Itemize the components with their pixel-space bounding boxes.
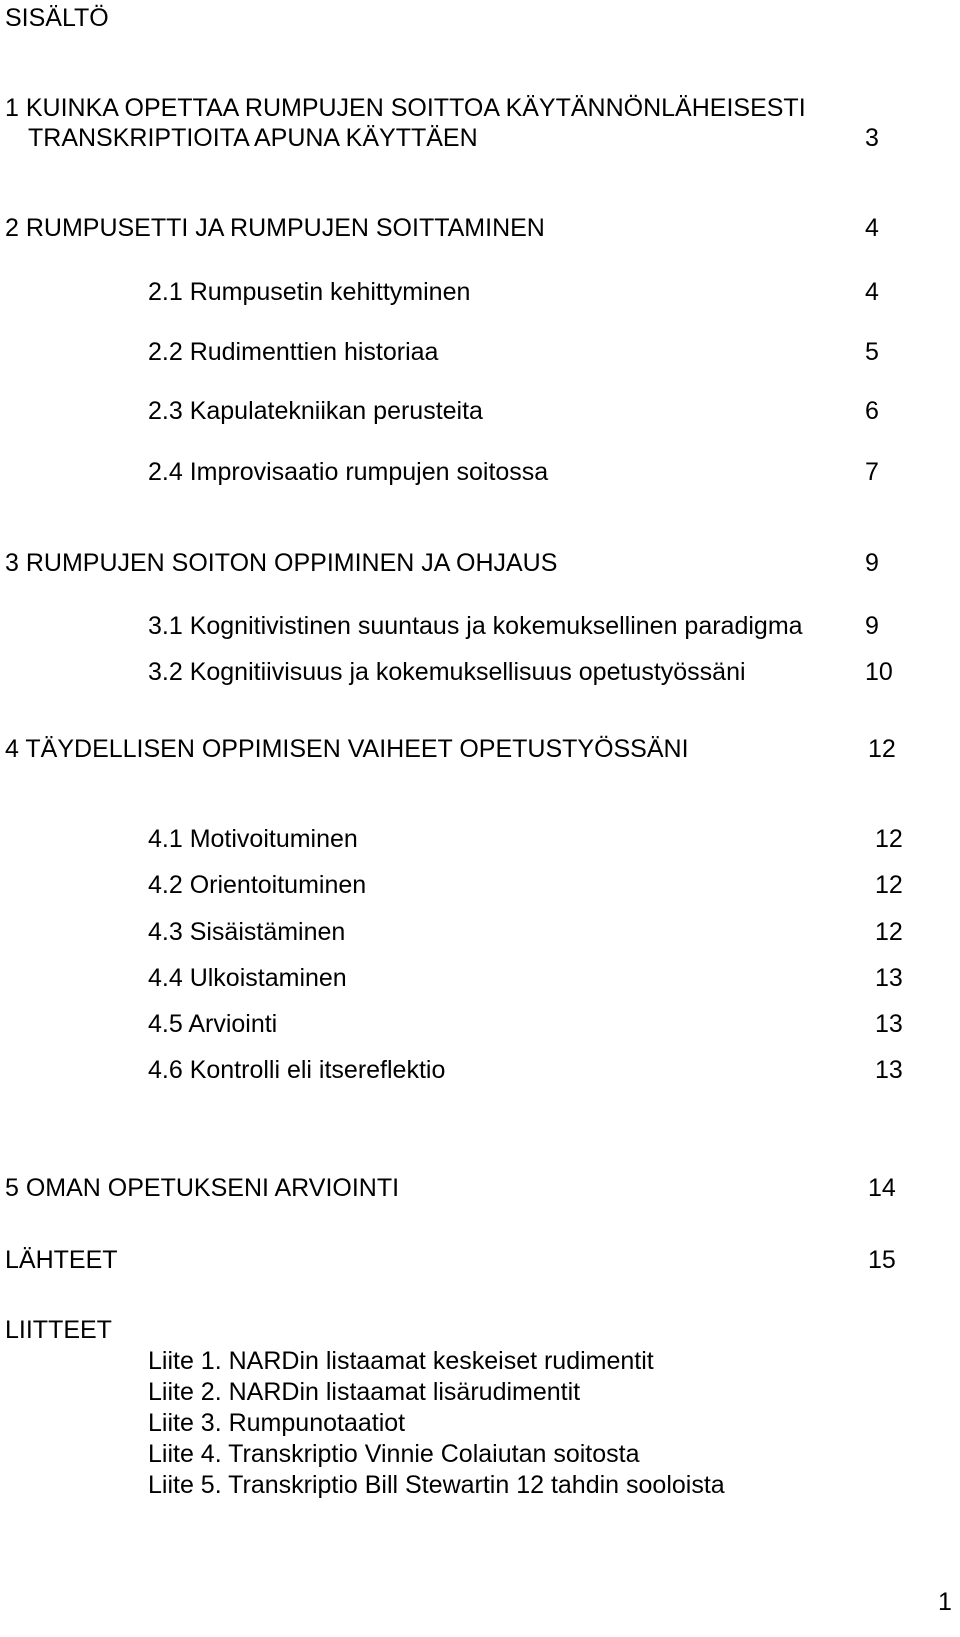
toc-entry-text: 2 RUMPUSETTI JA RUMPUJEN SOITTAMINEN — [5, 214, 545, 242]
page-number: 1 — [938, 1588, 952, 1616]
toc-entry-text: LÄHTEET — [5, 1246, 118, 1274]
toc-entry-text: 4.2 Orientoituminen — [148, 871, 367, 899]
toc-entry-text: 4.5 Arviointi — [148, 1010, 278, 1038]
toc-entry-text: 2.4 Improvisaatio rumpujen soitossa — [148, 458, 549, 486]
appendix-item: Liite 3. Rumpunotaatiot — [148, 1409, 406, 1437]
toc-entry-text: 4.3 Sisäistäminen — [148, 918, 346, 946]
toc-entry-text: 4.4 Ulkoistaminen — [148, 964, 347, 992]
toc-entry-page: 12 — [875, 825, 903, 853]
toc-entry-text: 5 OMAN OPETUKSENI ARVIOINTI — [5, 1174, 400, 1202]
toc-entry-page: 12 — [875, 871, 903, 899]
toc-entry-text: 3 RUMPUJEN SOITON OPPIMINEN JA OHJAUS — [5, 549, 558, 577]
toc-entry-text: 3.2 Kognitiivisuus ja kokemuksellisuus opetustyössäni — [148, 658, 746, 686]
toc-entry-text: TRANSKRIPTIOITA APUNA KÄYTTÄEN — [28, 124, 478, 152]
toc-entry-page: 13 — [875, 964, 903, 992]
appendix-heading: LIITTEET — [5, 1316, 112, 1344]
toc-entry-page: 4 — [865, 214, 879, 242]
toc-entry-text: 2.1 Rumpusetin kehittyminen — [148, 278, 471, 306]
appendix-item: Liite 4. Transkriptio Vinnie Colaiutan soitosta — [148, 1440, 640, 1468]
toc-entry-text: 2.2 Rudimenttien historiaa — [148, 338, 439, 366]
toc-entry-text: 3.1 Kognitivistinen suuntaus ja kokemuksellinen paradigma — [148, 612, 803, 640]
toc-entry-page: 10 — [865, 658, 893, 686]
toc-entry-page: 3 — [865, 124, 879, 152]
toc-entry-page: 13 — [875, 1056, 903, 1084]
appendix-item: Liite 5. Transkriptio Bill Stewartin 12 tahdin sooloista — [148, 1471, 725, 1499]
toc-entry-page: 13 — [875, 1010, 903, 1038]
toc-entry-page: 7 — [865, 458, 879, 486]
toc-entry-page: 5 — [865, 338, 879, 366]
toc-entry-page: 12 — [875, 918, 903, 946]
toc-entry-page: 14 — [868, 1174, 896, 1202]
toc-entry-page: 9 — [865, 549, 879, 577]
appendix-item: Liite 1. NARDin listaamat keskeiset rudimentit — [148, 1347, 654, 1375]
toc-entry-text: 1 KUINKA OPETTAA RUMPUJEN SOITTOA KÄYTÄNNÖNLÄHEISESTI — [5, 94, 806, 122]
toc-entry-page: 12 — [868, 735, 896, 763]
toc-entry-text: 4 TÄYDELLISEN OPPIMISEN VAIHEET OPETUSTYÖSSÄNI — [5, 735, 689, 763]
toc-entry-page: 9 — [865, 612, 879, 640]
toc-entry-page: 15 — [868, 1246, 896, 1274]
appendix-item: Liite 2. NARDin listaamat lisärudimentit — [148, 1378, 581, 1406]
toc-entry-page: 4 — [865, 278, 879, 306]
toc-entry-page: 6 — [865, 397, 879, 425]
toc-heading: SISÄLTÖ — [5, 4, 109, 32]
toc-entry-text: 2.3 Kapulatekniikan perusteita — [148, 397, 483, 425]
toc-entry-text: 4.6 Kontrolli eli itsereflektio — [148, 1056, 446, 1084]
toc-entry-text: 4.1 Motivoituminen — [148, 825, 358, 853]
